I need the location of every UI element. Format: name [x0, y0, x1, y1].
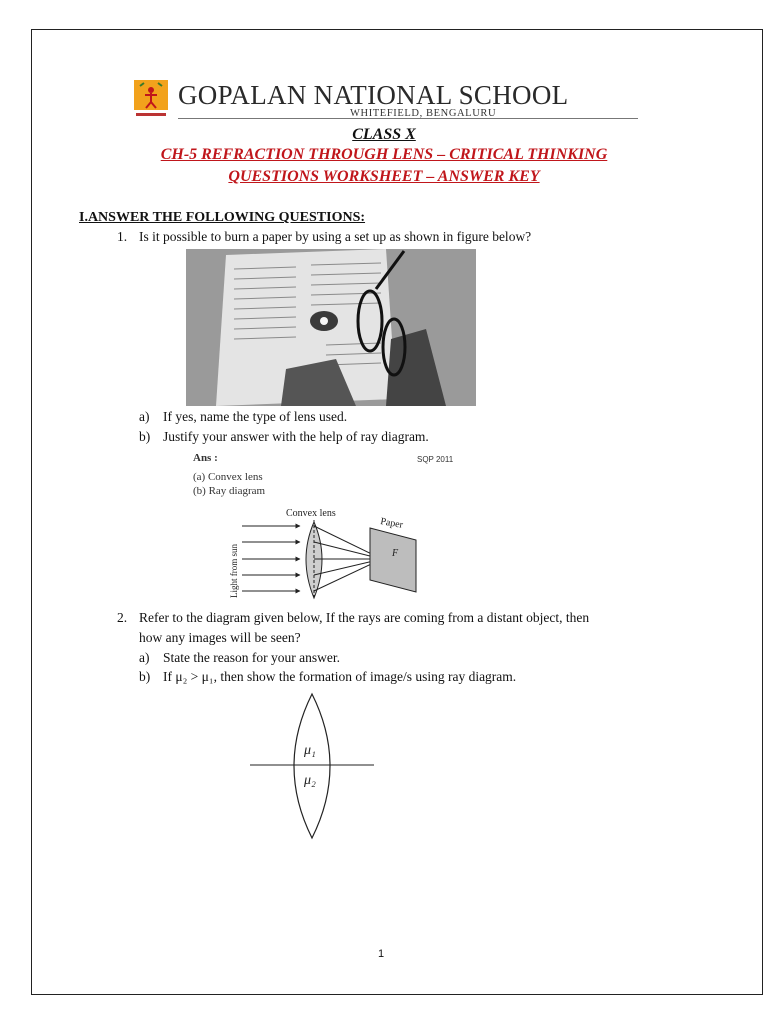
- page-number: 1: [378, 948, 385, 960]
- q1-b-label: b): [139, 429, 151, 444]
- q1-number: 1.: [117, 229, 128, 244]
- q2-number: 2.: [117, 610, 128, 625]
- q1-ans-label: Ans :: [193, 452, 218, 464]
- header-divider: [178, 118, 638, 119]
- diagram-focus-label: F: [392, 548, 399, 559]
- q2-a-text: State the reason for your answer.: [163, 650, 340, 665]
- worksheet-title-line2: QUESTIONS WORKSHEET – ANSWER KEY: [228, 168, 540, 185]
- q1-ans-b: (b) Ray diagram: [193, 485, 266, 497]
- q2-b-label: b): [139, 669, 151, 684]
- mu2-label: μ₂: [304, 773, 316, 788]
- q2-text-line2: how any images will be seen?: [139, 630, 301, 645]
- q1-a-label: a): [139, 409, 150, 424]
- section-heading: I.ANSWER THE FOLLOWING QUESTIONS:: [79, 210, 366, 225]
- q1-b-text: Justify your answer with the help of ray diagram.: [163, 429, 429, 444]
- school-logo: [134, 80, 168, 120]
- q2-text-line1: Refer to the diagram given below, If the rays are coming from a distant object, then: [139, 610, 590, 625]
- q2-a-label: a): [139, 650, 150, 665]
- q1-ans-a: (a) Convex lens: [193, 471, 263, 483]
- q2-b-text: If μ₂ > μ₁, then show the formation of image/s using ray diagram.: [163, 669, 517, 684]
- q1-a-text: If yes, name the type of lens used.: [163, 409, 348, 424]
- q1-text: Is it possible to burn a paper by using a set up as shown in figure below?: [139, 229, 532, 244]
- mu1-label: μ₁: [304, 743, 316, 758]
- diagram-lens-label: Convex lens: [286, 508, 336, 519]
- diagram-paper-label: Paper: [379, 516, 404, 531]
- diagram-side-label: Light from sun: [229, 544, 239, 598]
- worksheet-title-line1: CH-5 REFRACTION THROUGH LENS – CRITICAL THINKING: [160, 146, 608, 163]
- school-location: WHITEFIELD, BENGALURU: [350, 108, 497, 119]
- q1-photo: [186, 249, 476, 406]
- two-media-lens-diagram: [248, 692, 378, 840]
- convex-lens-ray-diagram: [220, 500, 430, 605]
- class-heading: CLASS X: [352, 126, 416, 143]
- q1-ans-source: SQP 2011: [417, 455, 454, 464]
- school-name: GOPALAN NATIONAL SCHOOL: [178, 80, 569, 110]
